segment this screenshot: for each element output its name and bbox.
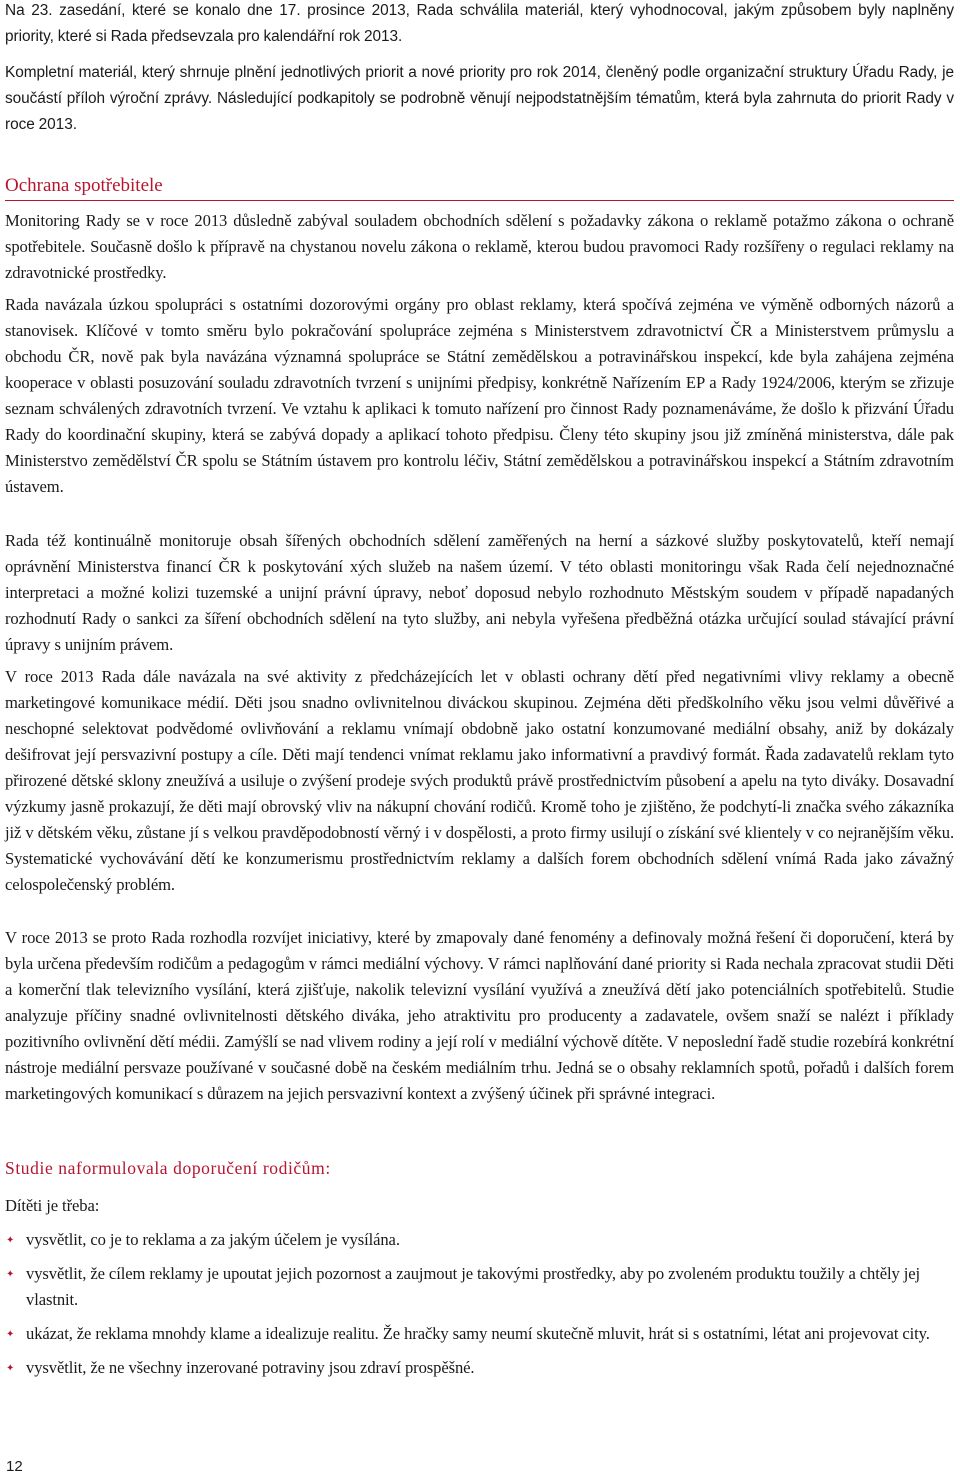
list-item [5, 1355, 954, 1381]
recommendations-intro: Dítěti je třeba: [5, 1196, 100, 1215]
recommendations-heading: Studie naformulovala doporučení rodičům: [5, 1158, 331, 1178]
section-paragraph-5: V roce 2013 se proto Rada rozhodla rozvíjet iniciativy, které by zmapovaly dané fenomény a definovaly možná řešení či doporučení, která by byla určena především rodičům a pedagogům v rámci mediální výchovy. V rámci naplňování dané priority si Rada nechala zpracovat studii Děti a komerční tlak televizního vysílání, která zjišťuje, nakolik televizní vysílání využívá a zneužívá dětí jako potenciálních spotřebitelů. Studie analyzuje příčiny snadné ovlivnitelnosti dětského diváka, jeho atraktivitu pro producenty a zadavatele, ovšem snaží se nalézt i příklady pozitivního ovlivnění dětí médii. Zamýšlí se nad vlivem rodiny a její rolí v mediální výchově dítěte. V neposlední řadě studie rozebírá konkrétní nástroje mediální persvaze používané v současné době na českém mediálním trhu. Jedná se o obsahy reklamních spotů, pořadů i dalších forem marketingových komunikací s důrazem na jejich persvazivní kontext a zvýšený účinek při správné integraci. [5, 928, 954, 1103]
bullet-star-icon: ✦ [6, 1363, 15, 1374]
section-paragraph-1: Monitoring Rady se v roce 2013 důsledně zabýval souladem obchodních sdělení s požadavky zákona o reklamě potažmo zákona o ochraně spotřebitele. Současně došlo k přípravě na chystanou novelu zákona o reklamě, kterou budou pravomoci Rady rozšířeny o regulaci reklamy na zdravotnické prostředky. [5, 211, 954, 282]
list-item-text: vysvětlit, že cílem reklamy je upoutat jejich pozornost a zaujmout je takovými prostředky, aby po zvoleném produktu toužily a chtěly jej vlastnit. [26, 1264, 921, 1309]
section-paragraph-3: Rada též kontinuálně monitoruje obsah šířených obchodních sdělení zaměřených na herní a sázkové služby poskytovatelů, kteří nemají oprávnění Ministerstva financí ČR k poskytování xých služeb na našem území. V této oblasti monitoringu však Rada čelí nejednoznačné interpretaci a možné kolizi tuzemské a unijní právní úpravy, neboť doposud nebylo rozhodnuto Městským soudem v případě napadaných rozhodnutí Rady o sankci za šíření obchodních sdělení na tyto služby, ani nebyla vyřešena předběžná otázka určující soulad stávající právní úpravy s unijním právem. [5, 531, 954, 654]
list-item-text: vysvětlit, že ne všechny inzerované potraviny jsou zdraví prospěšné. [26, 1358, 475, 1377]
bullet-star-icon: ✦ [6, 1269, 15, 1280]
bullet-star-icon: ✦ [6, 1329, 15, 1340]
list-item-text: ukázat, že reklama mnohdy klame a idealizuje realitu. Že hračky samy neumí skutečně mluvit, hrát si s ostatními, létat ani projevovat city. [26, 1324, 930, 1343]
list-item-text: vysvětlit, co je to reklama a za jakým účelem je vysílána. [26, 1230, 400, 1249]
list-item [5, 1321, 954, 1347]
section-paragraph-2: Rada navázala úzkou spolupráci s ostatními dozorovými orgány pro oblast reklamy, která spočívá zejména ve výměně odborných názorů a stanovisek. Klíčové v tomto směru bylo pokračování spolupráce zejména s Ministerstvem zdravotnictví ČR a Ministerstvem průmyslu a obchodu ČR, nově pak byla navázána významná spolupráce se Státní zemědělskou a potravinářskou inspekcí, kde byla zahájena zejména kooperace v oblasti posuzování souladu zdravotních tvrzení s unijními předpisy, konkrétně Nařízením EP a Rady 1924/2006, kterým se zřizuje seznam schválených zdravotních tvrzení. Ve vztahu k aplikaci k tomuto nařízení pro činnost Rady poznamenáváme, že došlo k přizvání Úřadu Rady do koordinační skupiny, která se zabývá dopady a aplikací tohoto předpisu. Členy této skupiny jsou již zmíněná ministerstva, dále pak Ministerstvo zemědělství ČR spolu se Státním ústavem pro kontrolu léčiv, Státní zemědělskou a potravinářskou inspekcí a Státním zdravotním ústavem. [5, 295, 954, 496]
section-heading-consumer-protection: Ochrana spotřebitele [5, 173, 954, 201]
intro-paragraph-2: Kompletní materiál, který shrnuje plnění jednotlivých priorit a nové priority pro rok 2014, členěný podle organizační struktury Úřadu Rady, je součástí příloh výroční zprávy. Následující podkapitoly se podrobně věnují nejpodstatnějším tématům, která byla zahrnuta do priorit Rady v roce 2013. [5, 64, 954, 133]
list-item [5, 1227, 954, 1253]
page-number: 12 [6, 1458, 23, 1475]
recommendations-list [5, 1227, 954, 1389]
bullet-star-icon: ✦ [6, 1235, 15, 1246]
intro-paragraph-1: Na 23. zasedání, které se konalo dne 17. prosince 2013, Rada schválila materiál, který vyhodnocoval, jakým způsobem byly naplněny priority, které si Rada předsevzala pro kalendářní rok 2013. [5, 2, 954, 45]
section-paragraph-4: V roce 2013 Rada dále navázala na své aktivity z předcházejících let v oblasti ochrany dětí před negativními vlivy reklamy a obecně marketingové komunikace médií. Děti jsou snadno ovlivnitelnou diváckou skupinou. Zejména děti předškolního věku jsou velmi důvěřivé a neschopné selektovat podvědomé ovlivňování a reklamu vnímají obdobně jako ostatní konzumované mediální obsahy, aniž by dokázaly dešifrovat její persvazivní postupy a cíle. Děti mají tendenci vnímat reklamu jako informativní a pravdivý formát. Řada zadavatelů reklam tyto přirozené dětské sklony zneužívá a usiluje o zvýšení prodeje svých produktů právě prostřednictvím působení a apelu na tyto diváky. Dosavadní výzkumy jasně prokazují, že děti mají obrovský vliv na nákupní chování rodičů. Kromě toho je zjištěno, že podchytí-li značka svého zákazníka již v dětském věku, zůstane jí s velkou pravděpodobností věrný i v dospělosti, a proto firmy usilují o získání své klientely v co nejranějším věku. Systematické vychovávání dětí ke konzumerismu prostřednictvím reklamy a dalších forem obchodních sdělení vnímá Rada jako závažný celospolečenský problém. [5, 667, 954, 894]
list-item [5, 1261, 954, 1313]
